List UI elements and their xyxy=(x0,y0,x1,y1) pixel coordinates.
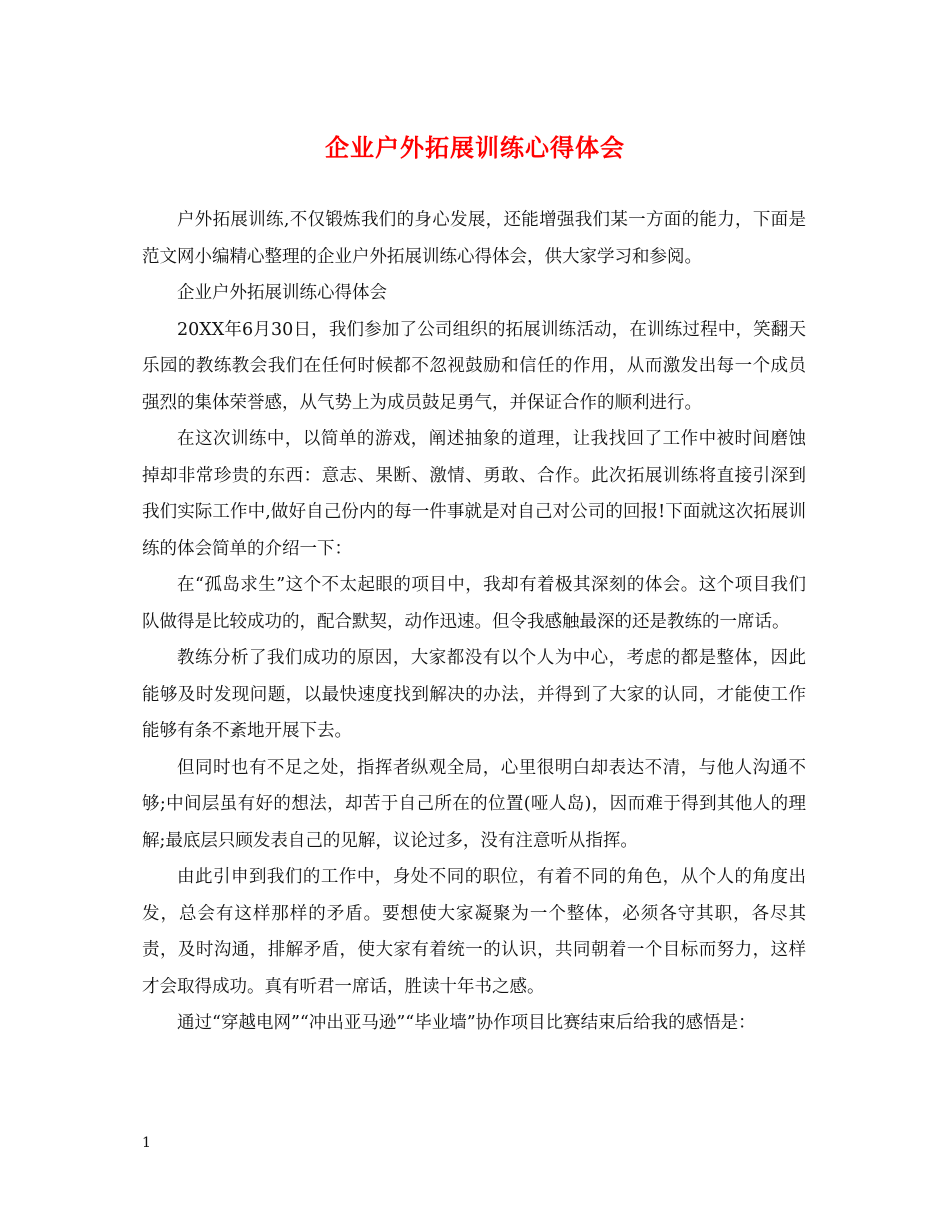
paragraph: 通过“穿越电网”“冲出亚马逊”“毕业墙”协作项目比赛结束后给我的感悟是： xyxy=(177,1013,756,1033)
paragraph: 教练分析了我们成功的原因，大家都没有以个人为中心，考虑的都是整体，因此能够及时发现问题，以最快速度找到解决的办法，并得到了大家的认同，才能使工作能够有条不紊地开展下去。 xyxy=(142,648,806,741)
paragraph: 户外拓展训练,不仅锻炼我们的身心发展，还能增强我们某一方面的能力，下面是范文网小编精心整理的企业户外拓展训练心得体会，供大家学习和参阅。 xyxy=(142,210,806,267)
paragraph: 企业户外拓展训练心得体会 xyxy=(177,283,387,303)
document-title: 企业户外拓展训练心得体会 xyxy=(325,133,625,162)
paragraph: 在这次训练中，以简单的游戏，阐述抽象的道理，让我找回了工作中被时间磨蚀掉却非常珍贵的东西：意志、果断、激情、勇敢、合作。此次拓展训练将直接引深到我们实际工作中,做好自己份内的每一件事就是对自己对公司的回报!下面就这次拓展训练的体会简单的介绍一下： xyxy=(142,429,806,559)
paragraph: 由此引申到我们的工作中，身处不同的职位，有着不同的角色，从个人的角度出发，总会有这样那样的矛盾。要想使大家凝聚为一个整体，必须各守其职，各尽其责，及时沟通，排解矛盾，使大家有着统一的认识，共同朝着一个目标而努力，这样才会取得成功。真有听君一席话，胜读十年书之感。 xyxy=(142,867,806,997)
paragraph: 但同时也有不足之处，指挥者纵观全局，心里很明白却表达不清，与他人沟通不够;中间层虽有好的想法，却苦于自己所在的位置(哑人岛)，因而难于得到其他人的理解;最底层只顾发表自己的见解，议论过多，没有注意听从指挥。 xyxy=(142,757,806,851)
paragraph: 在“孤岛求生”这个不太起眼的项目中，我却有着极其深刻的体会。这个项目我们队做得是比较成功的，配合默契，动作迅速。但令我感触最深的还是教练的一席话。 xyxy=(142,575,806,632)
paragraph: 20XX年6月30日，我们参加了公司组织的拓展训练活动，在训练过程中，笑翻天乐园的教练教会我们在任何时候都不忽视鼓励和信任的作用，从而激发出每一个成员强烈的集体荣誉感，从气势上为成员鼓足勇气，并保证合作的顺利进行。 xyxy=(142,319,806,413)
page-number: 1 xyxy=(142,1135,151,1151)
document-body xyxy=(142,202,806,1042)
